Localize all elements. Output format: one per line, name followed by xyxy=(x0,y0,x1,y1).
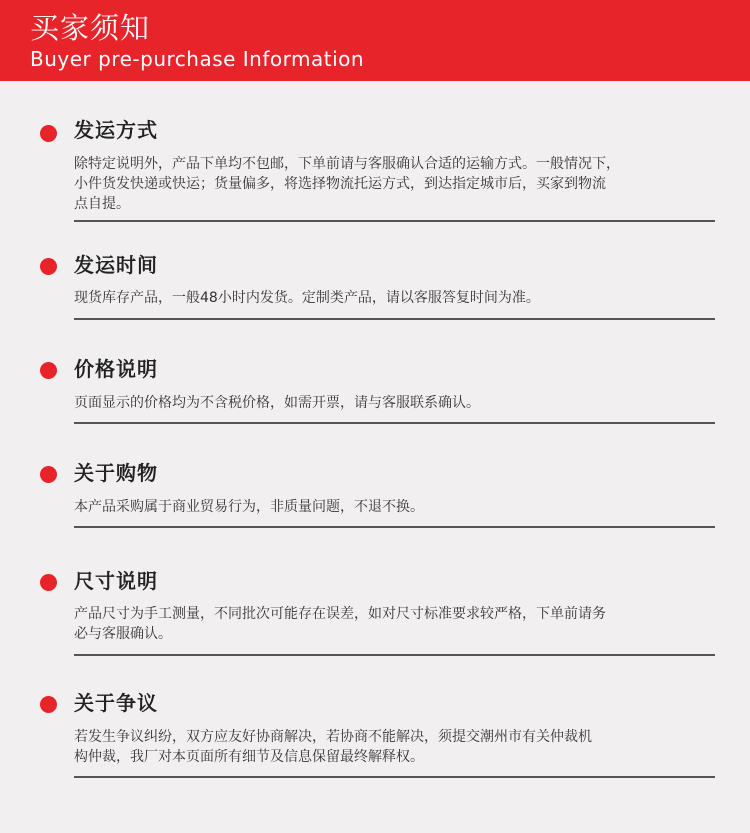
section-body xyxy=(74,393,704,413)
section-divider xyxy=(74,422,715,424)
bullet-dot-icon xyxy=(40,258,57,275)
body-line: 本产品采购属于商业贸易行为，非质量问题，不退不换。 xyxy=(74,499,424,515)
body-line: 现货库存产品，一般48小时内发货。定制类产品，请以客服答复时间为准。 xyxy=(74,290,540,306)
section-title: 价格说明 xyxy=(74,357,158,381)
body-line: 若发生争议纠纷，双方应友好协商解决，若协商不能解决，须提交潮州市有关仲裁机 xyxy=(74,729,592,745)
bullet-dot-icon xyxy=(40,362,57,379)
body-line: 必与客服确认。 xyxy=(74,626,172,642)
body-line: 小件货发快递或快运；货量偏多，将选择物流托运方式，到达指定城市后，买家到物流 xyxy=(74,176,606,192)
page-subtitle: Buyer pre-purchase Information xyxy=(30,47,365,71)
section-body xyxy=(74,497,704,517)
section-body xyxy=(74,604,704,644)
body-line: 页面显示的价格均为不含税价格，如需开票，请与客服联系确认。 xyxy=(74,395,480,411)
bullet-dot-icon xyxy=(40,574,57,591)
section-body xyxy=(74,727,704,767)
section-title: 关于购物 xyxy=(74,461,158,485)
section-divider xyxy=(74,654,715,656)
body-line: 除特定说明外，产品下单均不包邮，下单前请与客服确认合适的运输方式。一般情况下， xyxy=(74,156,620,172)
body-line: 产品尺寸为手工测量，不同批次可能存在误差，如对尺寸标准要求较严格，下单前请务 xyxy=(74,606,606,622)
bullet-dot-icon xyxy=(40,466,57,483)
body-line: 构仲裁，我厂对本页面所有细节及信息保留最终解释权。 xyxy=(74,749,424,765)
section-body xyxy=(74,288,704,308)
bullet-dot-icon xyxy=(40,696,57,713)
page-title: 买家须知 xyxy=(30,11,151,45)
section-title: 发运方式 xyxy=(74,118,158,142)
body-line: 点自提。 xyxy=(74,196,130,212)
section-title: 尺寸说明 xyxy=(74,569,158,593)
section-title: 发运时间 xyxy=(74,253,158,277)
section-body xyxy=(74,154,704,214)
bullet-dot-icon xyxy=(40,125,57,142)
section-divider xyxy=(74,220,715,222)
section-divider xyxy=(74,318,715,320)
section-divider xyxy=(74,776,715,778)
section-title: 关于争议 xyxy=(74,691,158,715)
header-banner xyxy=(0,0,750,81)
section-divider xyxy=(74,526,715,528)
